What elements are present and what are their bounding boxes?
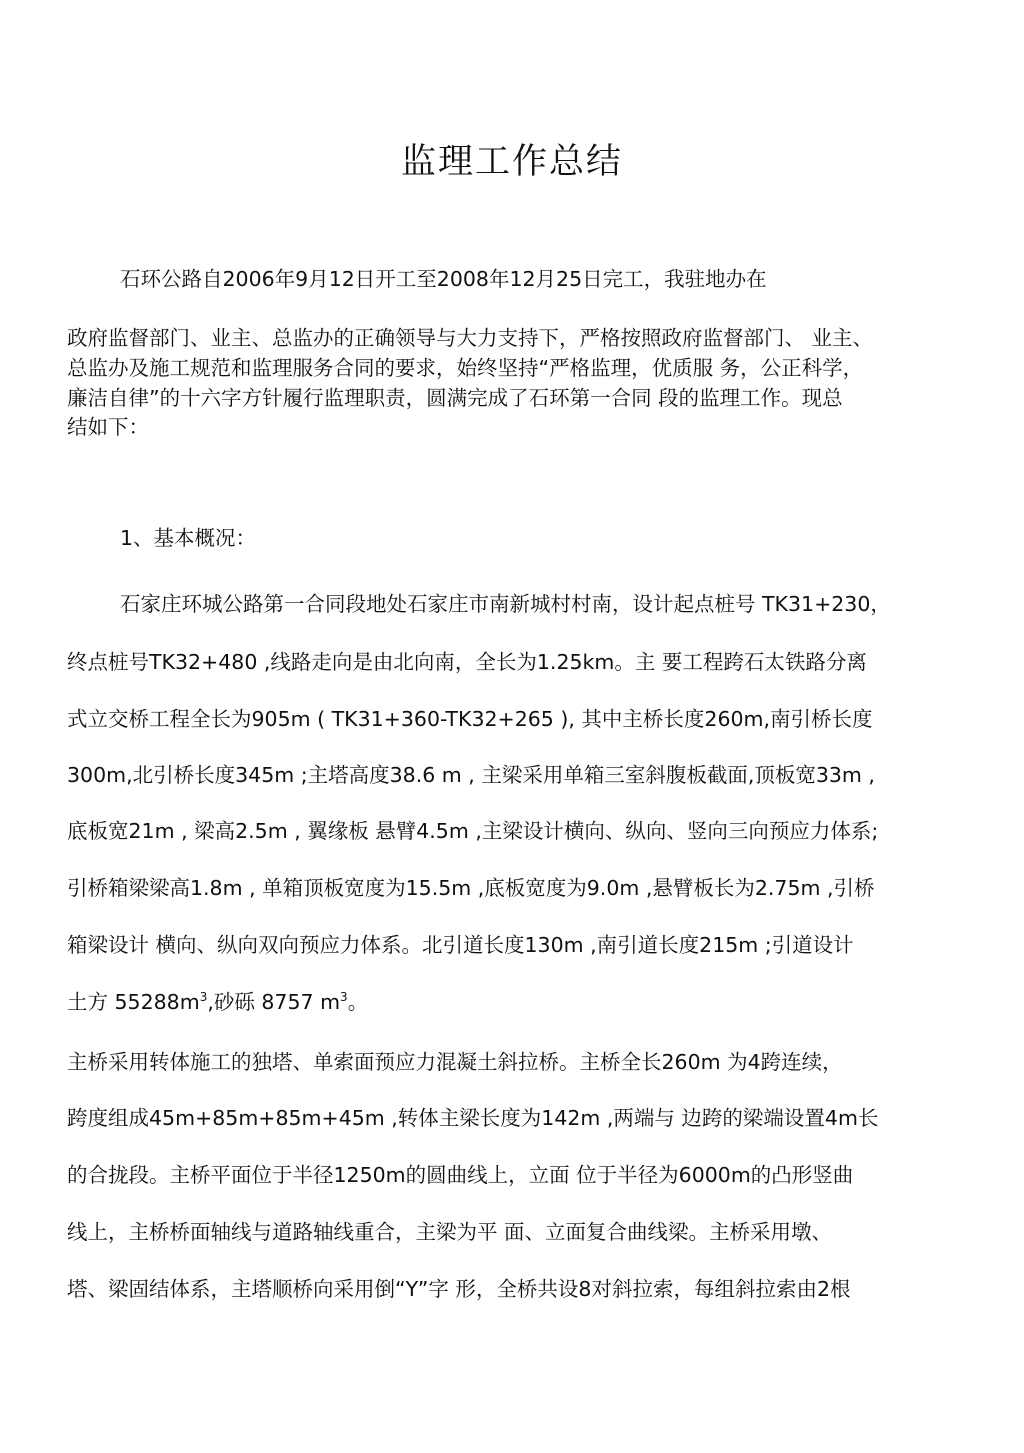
overview-line-1: 石家庄环城公路第一合同段地处石家庄市南新城村村南，设计起点桩号 TK31+230，	[120, 592, 891, 616]
overview-line-4: 300m,北引桥长度345m ;主塔高度38.6 m , 主梁采用单箱三室斜腹板截面,顶板宽33m ,	[67, 763, 875, 787]
intro-line-5: 结如下：	[67, 415, 149, 439]
intro-line-2: 政府监督部门、业主、总监办的正确领导与大力支持下，严格按照政府监督部门、 业主、	[67, 326, 874, 350]
main-bridge-line-2: 跨度组成45m+85m+85m+45m ,转体主梁长度为142m ,两端与 边跨的梁端设置4m长	[67, 1106, 879, 1130]
main-bridge-line-1: 主桥采用转体施工的独塔、单索面预应力混凝土斜拉桥。主桥全长260m 为4跨连续，	[67, 1050, 843, 1074]
intro-line-3: 总监办及施工规范和监理服务合同的要求，始终坚持“严格监理，优质服 务，公正科学，	[67, 356, 864, 380]
overview-line-6: 引桥箱梁梁高1.8m , 单箱顶板宽度为15.5m ,底板宽度为9.0m ,悬臂板长为2.75m ,引桥	[67, 876, 875, 900]
main-bridge-line-3: 的合拢段。主桥平面位于半径1250m的圆曲线上，立面 位于半径为6000m的凸形竖曲	[67, 1163, 854, 1187]
earthwork-prefix: 土方 55288m	[67, 990, 200, 1014]
earthwork-line	[67, 989, 368, 1015]
overview-line-7: 箱梁设计 横向、纵向双向预应力体系。北引道长度130m ,南引道长度215m ;引道设计	[67, 933, 854, 957]
overview-line-5: 底板宽21m , 梁高2.5m , 翼缘板 悬臂4.5m ,主梁设计横向、纵向、竖向三向预应力体系;	[67, 819, 879, 843]
main-bridge-line-5: 塔、梁固结体系，主塔顺桥向采用倒“Y”字 形，全桥共设8对斜拉索，每组斜拉索由2根	[67, 1277, 851, 1301]
earthwork-middle: ,砂砾 8757 m	[207, 990, 341, 1014]
intro-line-1: 石环公路自2006年9月12日开工至2008年12月25日完工，我驻地办在	[120, 267, 767, 291]
earthwork-sup-1: 3	[199, 990, 208, 1005]
intro-line-4: 廉洁自律”的十六字方针履行监理职责，圆满完成了石环第一合同 段的监理工作。现总	[67, 386, 843, 410]
overview-line-2: 终点桩号TK32+480 ,线路走向是由北向南，全长为1.25km。主 要工程跨石太铁路分离	[67, 650, 867, 674]
overview-line-3: 式立交桥工程全长为905m ( TK31+360-TK32+265 ), 其中主桥长度260m,南引桥长度	[67, 707, 873, 731]
document-title: 监理工作总结	[400, 142, 623, 182]
earthwork-suffix: 。	[347, 990, 369, 1014]
main-bridge-line-4: 线上，主桥桥面轴线与道路轴线重合，主梁为平 面、立面复合曲线梁。主桥采用墩、	[67, 1220, 833, 1244]
section-heading: 1、基本概况：	[120, 526, 257, 550]
earthwork-sup-2: 3	[340, 990, 348, 1005]
